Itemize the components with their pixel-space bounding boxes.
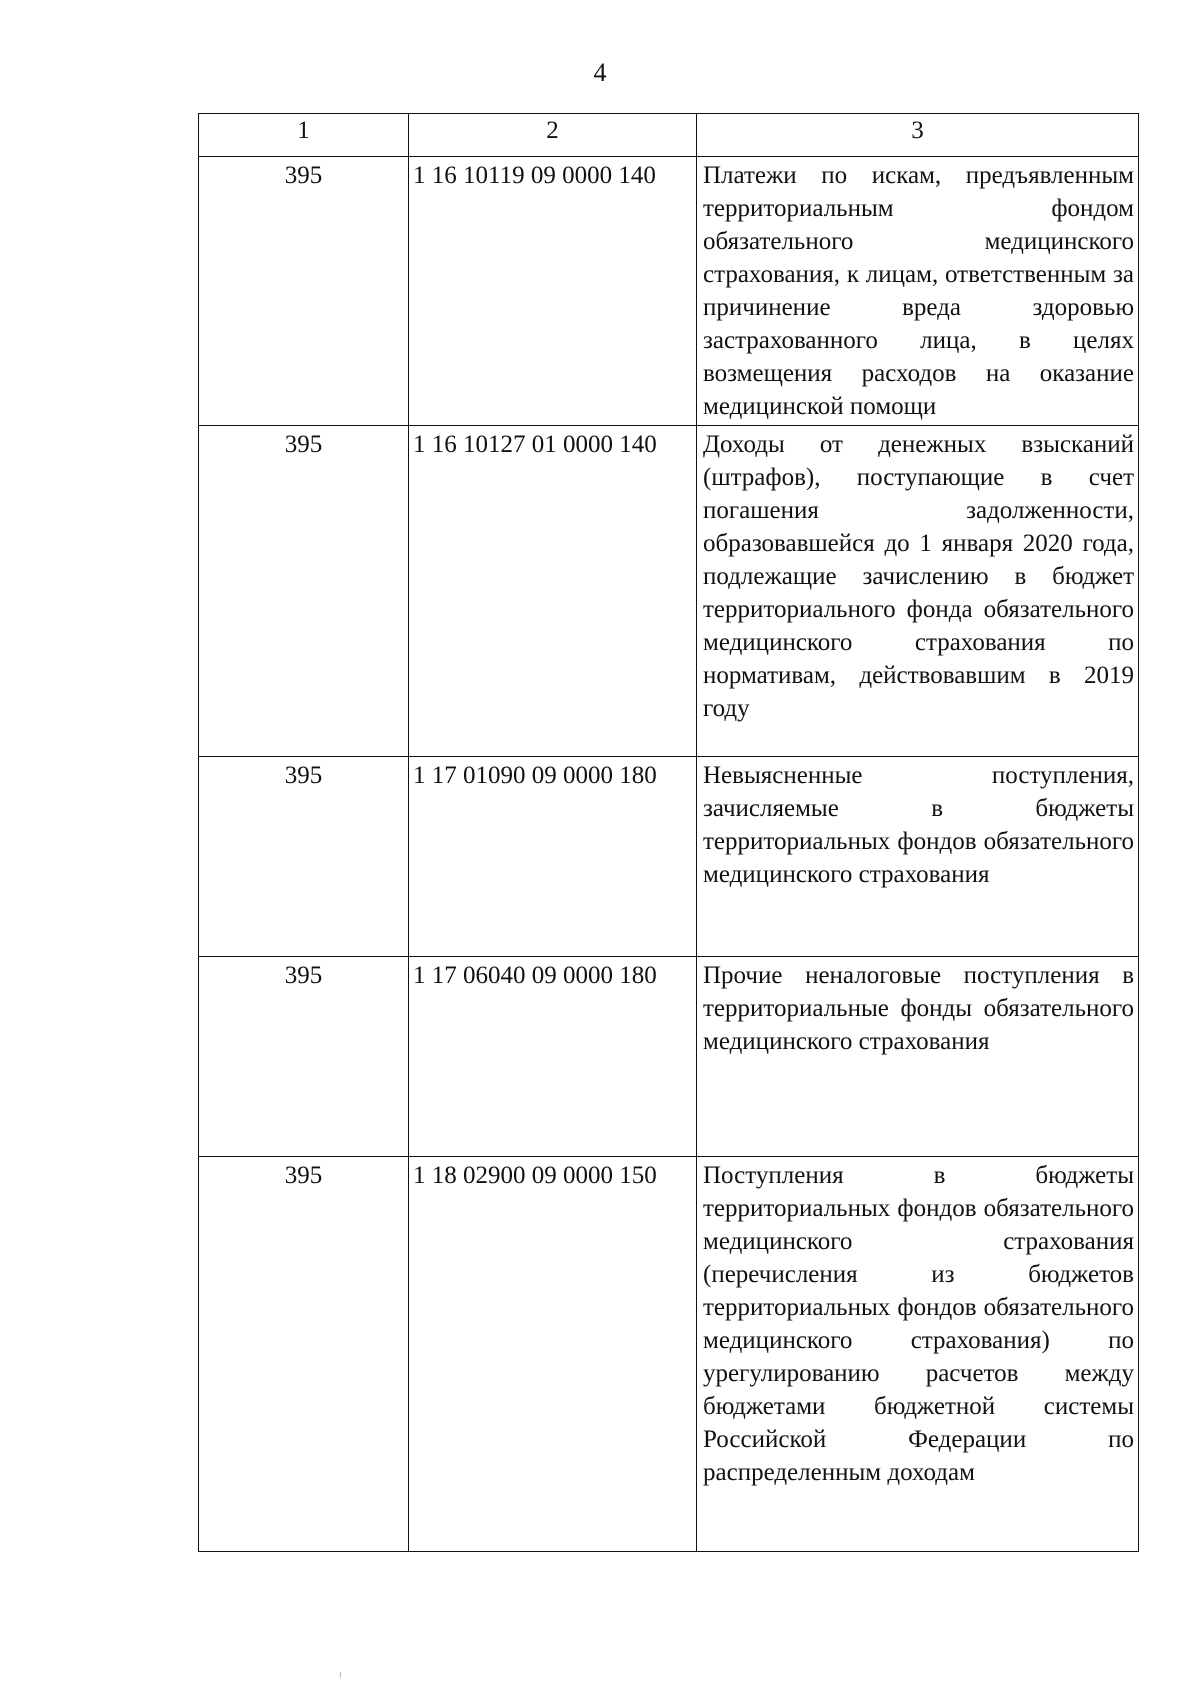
admin-code-cell: 395	[199, 957, 409, 1157]
scan-speck	[340, 1672, 341, 1678]
admin-code-cell: 395	[199, 757, 409, 957]
budget-code-cell: 1 16 10119 09 0000 140	[409, 157, 697, 426]
budget-code-cell: 1 17 01090 09 0000 180	[409, 757, 697, 957]
page-number: 4	[593, 58, 607, 87]
column-header-2: 2	[409, 114, 697, 157]
description-cell: Невыясненные поступления, зачисляемые в бюджеты территориальных фондов обязательного медицинского страхования	[697, 757, 1139, 957]
description-cell: Доходы от денежных взысканий (штрафов), поступающие в счет погашения задолженности, образовавшейся до 1 января 2020 года, подлежащие зачислению в бюджет территориального фонда обязательного медицинского страхования по нормативам, действовавшим в 2019 году	[697, 426, 1139, 757]
table-row	[199, 1157, 1139, 1552]
table-row	[199, 157, 1139, 426]
budget-code-cell: 1 16 10127 01 0000 140	[409, 426, 697, 757]
table-row	[199, 757, 1139, 957]
budget-code-cell: 1 17 06040 09 0000 180	[409, 957, 697, 1157]
description-cell: Поступления в бюджеты территориальных фондов обязательного медицинского страхования (перечисления из бюджетов территориальных фондов обязательного медицинского страхования) по урегулированию расчетов между бюджетами бюджетной системы Российской Федерации по распределенным доходам	[697, 1157, 1139, 1552]
description-cell: Прочие неналоговые поступления в территориальные фонды обязательного медицинского страхования	[697, 957, 1139, 1157]
column-header-3: 3	[697, 114, 1139, 157]
admin-code-cell: 395	[199, 426, 409, 757]
table-row	[199, 426, 1139, 757]
column-header-1: 1	[199, 114, 409, 157]
description-cell: Платежи по искам, предъявленным территориальным фондом обязательного медицинского страхования, к лицам, ответственным за причинение вреда здоровью застрахованного лица, в целях возмещения расходов на оказание медицинской помощи	[697, 157, 1139, 426]
admin-code-cell: 395	[199, 157, 409, 426]
budget-codes-table	[198, 113, 1139, 1552]
budget-code-cell: 1 18 02900 09 0000 150	[409, 1157, 697, 1552]
admin-code-cell: 395	[199, 1157, 409, 1552]
table-header-row	[199, 114, 1139, 157]
table-row	[199, 957, 1139, 1157]
